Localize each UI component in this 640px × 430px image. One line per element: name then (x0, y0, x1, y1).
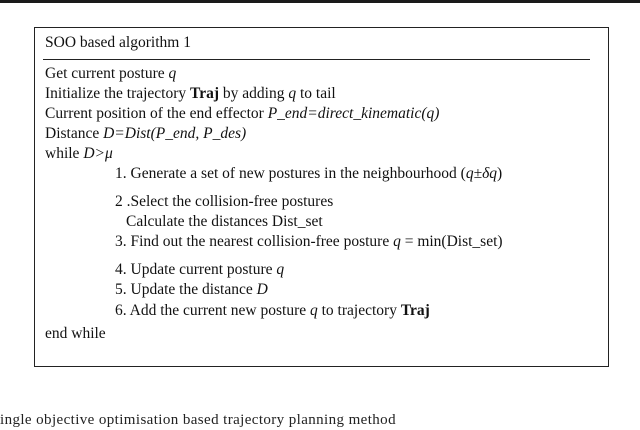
step-2-select: 2 .Select the collision-free postures (115, 193, 334, 210)
init-line-distance: Distance D=Dist(P_end, P_des) (45, 125, 247, 142)
step-6-add-posture: 6. Add the current new posture q to trajectory Traj (115, 302, 430, 319)
algorithm-title: SOO based algorithm 1 (45, 34, 191, 51)
step-3-nearest: 3. Find out the nearest collision-free posture q = min(Dist_set) (115, 233, 503, 250)
end-while: end while (45, 325, 106, 342)
step-2-calculate: Calculate the distances Dist_set (126, 213, 323, 230)
init-line-end-effector: Current position of the end effector P_end=direct_kinematic(q) (45, 105, 440, 122)
top-rule (0, 0, 640, 3)
step-4-update-posture: 4. Update current posture q (115, 261, 285, 278)
step-5-update-distance: 5. Update the distance D (115, 281, 268, 298)
init-line-initialize-trajectory: Initialize the trajectory Traj by adding q to tail (45, 85, 336, 102)
title-divider (43, 59, 590, 60)
init-line-get-posture: Get current posture q (45, 65, 177, 82)
algorithm-box (34, 27, 609, 367)
step-1-generate: 1. Generate a set of new postures in the neighbourhood (q±δq) (115, 165, 503, 182)
figure-caption: ingle objective optimisation based trajectory planning method (0, 412, 396, 428)
while-condition: while D>μ (45, 145, 113, 162)
